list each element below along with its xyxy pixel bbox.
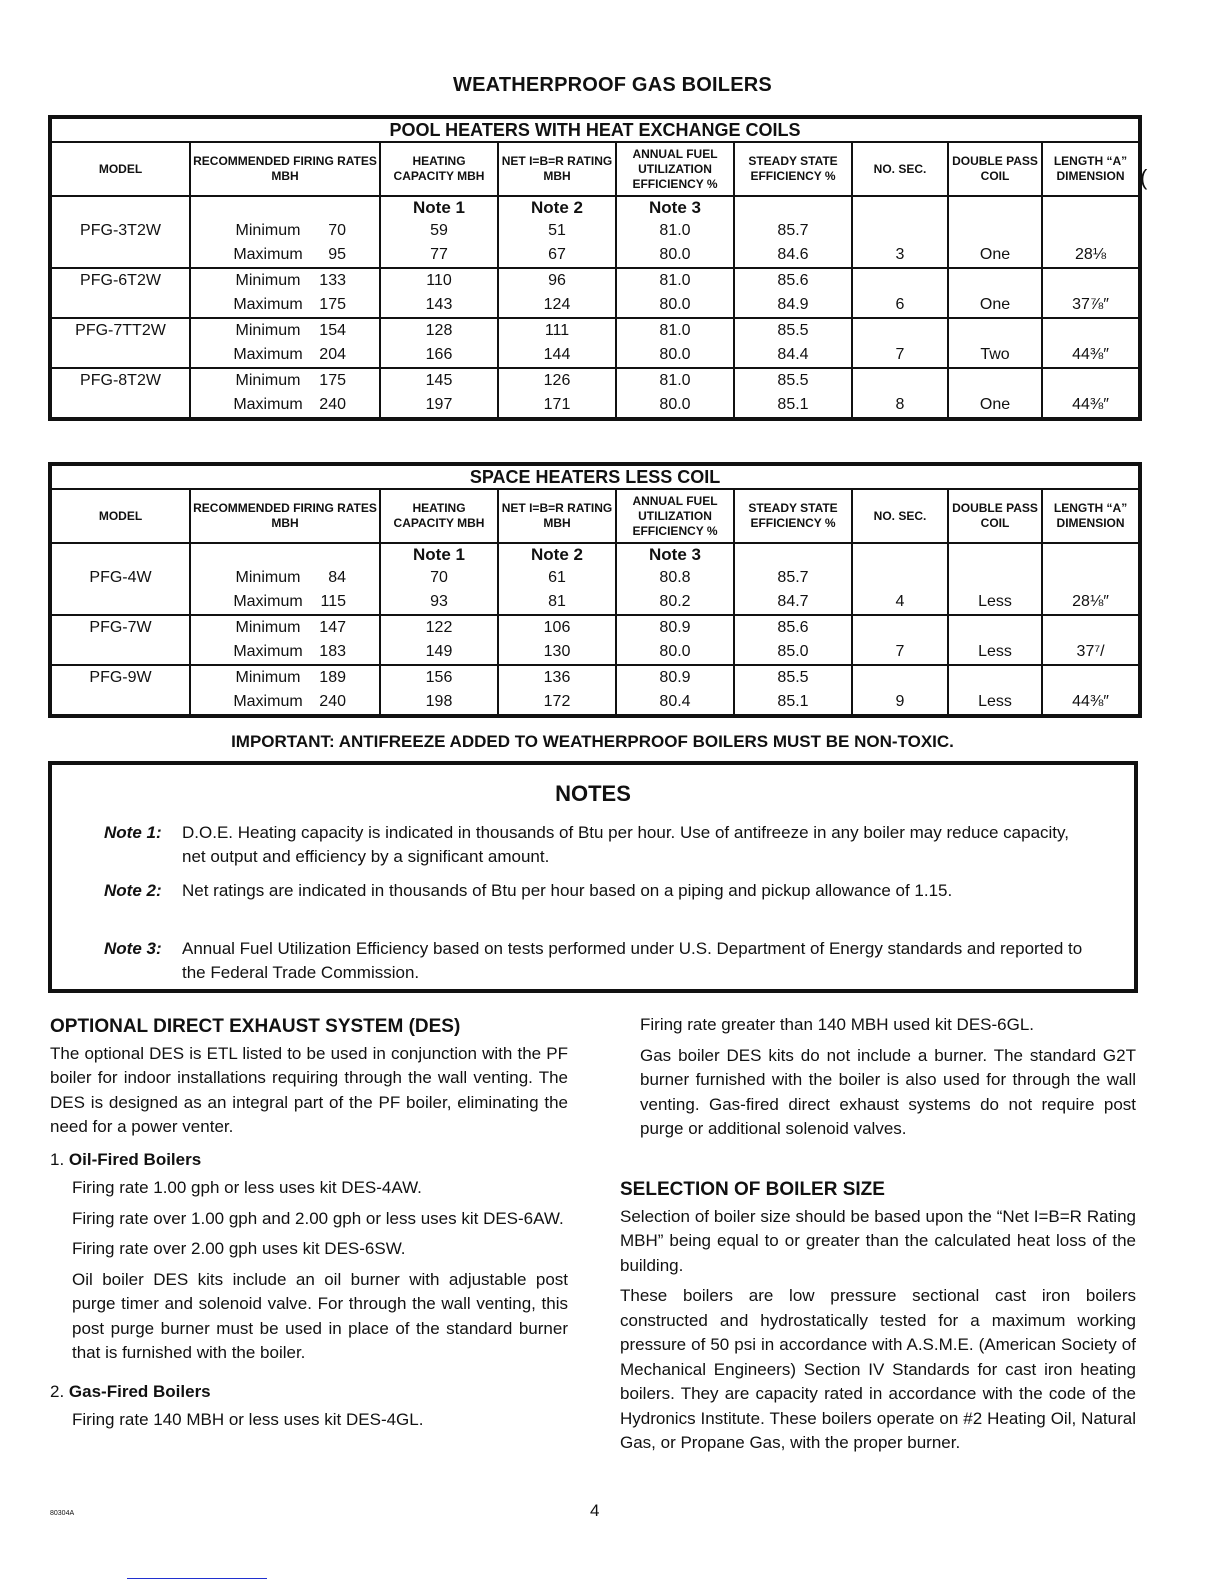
col-header-firing-rates: RECOMMENDED FIRING RATES MBH (190, 142, 380, 196)
col-header-heating-capacity: HEATING CAPACITY MBH (380, 142, 498, 196)
length-cell: 28⅛ (1042, 196, 1140, 268)
oil-fired-heading: 1. Oil-Fired Boilers (50, 1149, 202, 1169)
page-title: WEATHERPROOF GAS BOILERS (453, 74, 772, 96)
sections-cell: 7 (852, 318, 948, 368)
model-cell: PFG-6T2W (50, 268, 190, 318)
note-1 (104, 821, 1084, 869)
steady-state-cell: 85.5 85.1 (734, 368, 852, 419)
sections-cell: 9 (852, 665, 948, 716)
scan-mark: ( (1140, 165, 1148, 190)
afue-cell: Note 3 81.0 80.0 (616, 196, 734, 268)
space-heaters-table (48, 462, 1142, 718)
model-cell: PFG-7W (50, 615, 190, 665)
table-row (50, 196, 1140, 268)
note-text: Net ratings are indicated in thousands of Btu per hour based on a piping and pickup allowance of 1.15. (182, 881, 953, 900)
heating-capacity-cell: 110 143 (380, 268, 498, 318)
heating-capacity-cell: 145 197 (380, 368, 498, 419)
gas-des-continued (640, 1013, 1136, 1148)
des-heading: OPTIONAL DIRECT EXHAUST SYSTEM (DES) (50, 1016, 461, 1037)
length-cell: 44⅜″ (1042, 318, 1140, 368)
afue-cell: 81.0 80.0 (616, 318, 734, 368)
gas-fired-heading: 2. Gas-Fired Boilers (50, 1381, 211, 1401)
col-header-double-pass-coil: DOUBLE PASS COIL (948, 142, 1042, 196)
table-row (50, 665, 1140, 716)
steady-state-cell: 85.6 84.9 (734, 268, 852, 318)
length-cell: 44⅜″ (1042, 665, 1140, 716)
net-rating-cell: Note 2 61 81 (498, 543, 616, 615)
oil-para: Firing rate over 2.00 gph uses kit DES-6SW. (72, 1239, 406, 1258)
steady-state-cell: 85.6 85.0 (734, 615, 852, 665)
afue-cell: Note 3 80.8 80.2 (616, 543, 734, 615)
steady-state-cell: 85.7 84.6 (734, 196, 852, 268)
col-header-steady-state: STEADY STATE EFFICIENCY % (734, 142, 852, 196)
coil-cell: One (948, 196, 1042, 268)
firing-rate-cell: Minimum 154 Maximum 204 (190, 318, 380, 368)
net-rating-cell: 111 144 (498, 318, 616, 368)
oil-para: Firing rate 1.00 gph or less uses kit DES-4AW. (72, 1178, 422, 1197)
selection-heading: SELECTION OF BOILER SIZE (620, 1179, 885, 1200)
col-header-afue: ANNUAL FUEL UTILIZATION EFFICIENCY % (616, 142, 734, 196)
col-header-firing-rates: RECOMMENDED FIRING RATES MBH (190, 489, 380, 543)
model-cell: PFG-8T2W (50, 368, 190, 419)
sections-cell: 7 (852, 615, 948, 665)
firing-rate-cell: Minimum 70 Maximum 95 (190, 196, 380, 268)
table-row (50, 543, 1140, 615)
coil-cell: Less (948, 543, 1042, 615)
sections-cell: 6 (852, 268, 948, 318)
notes-title: NOTES (555, 781, 631, 806)
gas-para: Firing rate 140 MBH or less uses kit DES-4GL. (72, 1410, 424, 1429)
steady-state-cell: 85.5 85.1 (734, 665, 852, 716)
afue-cell: 80.9 80.0 (616, 615, 734, 665)
col-header-length: LENGTH “A” DIMENSION (1042, 489, 1140, 543)
afue-cell: 81.0 80.0 (616, 268, 734, 318)
col-header-double-pass-coil: DOUBLE PASS COIL (948, 489, 1042, 543)
length-cell: 37⁷/ (1042, 615, 1140, 665)
table-row (50, 615, 1140, 665)
col-header-afue: ANNUAL FUEL UTILIZATION EFFICIENCY % (616, 489, 734, 543)
firing-rate-cell: Minimum 189 Maximum 240 (190, 665, 380, 716)
note-label: Note 1: (104, 823, 162, 842)
col-header-net-ibr: NET I=B=R RATING MBH (498, 489, 616, 543)
length-cell: 28⅛″ (1042, 543, 1140, 615)
model-cell: PFG-4W (50, 543, 190, 615)
sections-cell: 3 (852, 196, 948, 268)
net-rating-cell: 126 171 (498, 368, 616, 419)
sections-cell: 4 (852, 543, 948, 615)
des-section (50, 1015, 568, 1439)
afue-cell: 80.9 80.4 (616, 665, 734, 716)
gas-para: Firing rate greater than 140 MBH used kit DES-6GL. (640, 1015, 1035, 1034)
note-2 (104, 879, 1084, 903)
col-header-length: LENGTH “A” DIMENSION (1042, 142, 1140, 196)
heating-capacity-cell: Note 1 59 77 (380, 196, 498, 268)
net-rating-cell: Note 2 51 67 (498, 196, 616, 268)
coil-cell: Less (948, 665, 1042, 716)
col-header-heating-capacity: HEATING CAPACITY MBH (380, 489, 498, 543)
col-header-sections: NO. SEC. (852, 142, 948, 196)
table-caption: SPACE HEATERS LESS COIL (50, 464, 1140, 489)
des-intro: The optional DES is ETL listed to be used in conjunction with the PF boiler for indoor installations requiring through the wall venting. The DES is designed as an integral part of the PF boiler, eliminating the need for a power venter. (50, 1043, 568, 1136)
firing-rate-cell: Minimum 175 Maximum 240 (190, 368, 380, 419)
coil-cell: One (948, 268, 1042, 318)
page-number: 4 (590, 1501, 600, 1520)
selection-para: Selection of boiler size should be based upon the “Net I=B=R Rating MBH” being equal to or greater than the calculated heat loss of the building. (620, 1206, 1136, 1275)
selection-section (620, 1178, 1136, 1462)
coil-cell: One (948, 368, 1042, 419)
firing-rate-cell: Minimum 133 Maximum 175 (190, 268, 380, 318)
col-header-model: MODEL (50, 489, 190, 543)
oil-para: Oil boiler DES kits include an oil burner with adjustable post purge timer and solenoid valve. For through the wall venting, this post purge burner must be used in place of the standard burner that is furnished with the boiler. (72, 1269, 568, 1362)
heating-capacity-cell: 128 166 (380, 318, 498, 368)
link-underline (127, 1578, 267, 1579)
length-cell: 44⅜″ (1042, 368, 1140, 419)
net-rating-cell: 106 130 (498, 615, 616, 665)
note-label: Note 2: (104, 881, 162, 900)
sections-cell: 8 (852, 368, 948, 419)
firing-rate-cell: Minimum 147 Maximum 183 (190, 615, 380, 665)
heating-capacity-cell: Note 1 70 93 (380, 543, 498, 615)
net-rating-cell: 96 124 (498, 268, 616, 318)
table-row (50, 368, 1140, 419)
length-cell: 37⅞″ (1042, 268, 1140, 318)
note-text: Annual Fuel Utilization Efficiency based on tests performed under U.S. Department of Energy standards and reported to the Federal Trade Commission. (182, 939, 1083, 982)
model-cell: PFG-9W (50, 665, 190, 716)
col-header-model: MODEL (50, 142, 190, 196)
heating-capacity-cell: 122 149 (380, 615, 498, 665)
steady-state-cell: 85.7 84.7 (734, 543, 852, 615)
table-caption: POOL HEATERS WITH HEAT EXCHANGE COILS (50, 117, 1140, 142)
firing-rate-cell: Minimum 84 Maximum 115 (190, 543, 380, 615)
afue-cell: 81.0 80.0 (616, 368, 734, 419)
gas-para: Gas boiler DES kits do not include a burner. The standard G2T burner furnished with the boiler is also used for through the wall venting. Gas-fired direct exhaust systems do not require post purge or additional solenoid valves. (640, 1045, 1136, 1138)
col-header-sections: NO. SEC. (852, 489, 948, 543)
pool-heaters-table (48, 115, 1142, 421)
heating-capacity-cell: 156 198 (380, 665, 498, 716)
note-label: Note 3: (104, 939, 162, 958)
important-warning: IMPORTANT: ANTIFREEZE ADDED TO WEATHERPROOF BOILERS MUST BE NON-TOXIC. (231, 732, 954, 751)
note-3 (104, 937, 1084, 985)
coil-cell: Less (948, 615, 1042, 665)
net-rating-cell: 136 172 (498, 665, 616, 716)
table-row (50, 318, 1140, 368)
model-cell: PFG-7TT2W (50, 318, 190, 368)
coil-cell: Two (948, 318, 1042, 368)
model-cell: PFG-3T2W (50, 196, 190, 268)
selection-para: These boilers are low pressure sectional cast iron boilers constructed and hydrostatically tested for a maximum working pressure of 50 psi in accordance with A.S.M.E. (American Society of Mechanical Engineers) Section IV Standards for cast iron heating boilers. They are capacity rated in accordance with the code of the Hydronics Institute. These boilers operate on #2 Heating Oil, Natural Gas, or Propane Gas, with the proper burner. (620, 1286, 1136, 1452)
table-row (50, 268, 1140, 318)
col-header-steady-state: STEADY STATE EFFICIENCY % (734, 489, 852, 543)
col-header-net-ibr: NET I=B=R RATING MBH (498, 142, 616, 196)
steady-state-cell: 85.5 84.4 (734, 318, 852, 368)
oil-para: Firing rate over 1.00 gph and 2.00 gph or less uses kit DES-6AW. (72, 1208, 564, 1228)
note-text: D.O.E. Heating capacity is indicated in thousands of Btu per hour. Use of antifreeze in any boiler may reduce capacity, net output and efficiency by a significant amount. (182, 823, 1069, 866)
notes-box (48, 761, 1138, 993)
footer-code: 80304A (50, 1510, 75, 1517)
